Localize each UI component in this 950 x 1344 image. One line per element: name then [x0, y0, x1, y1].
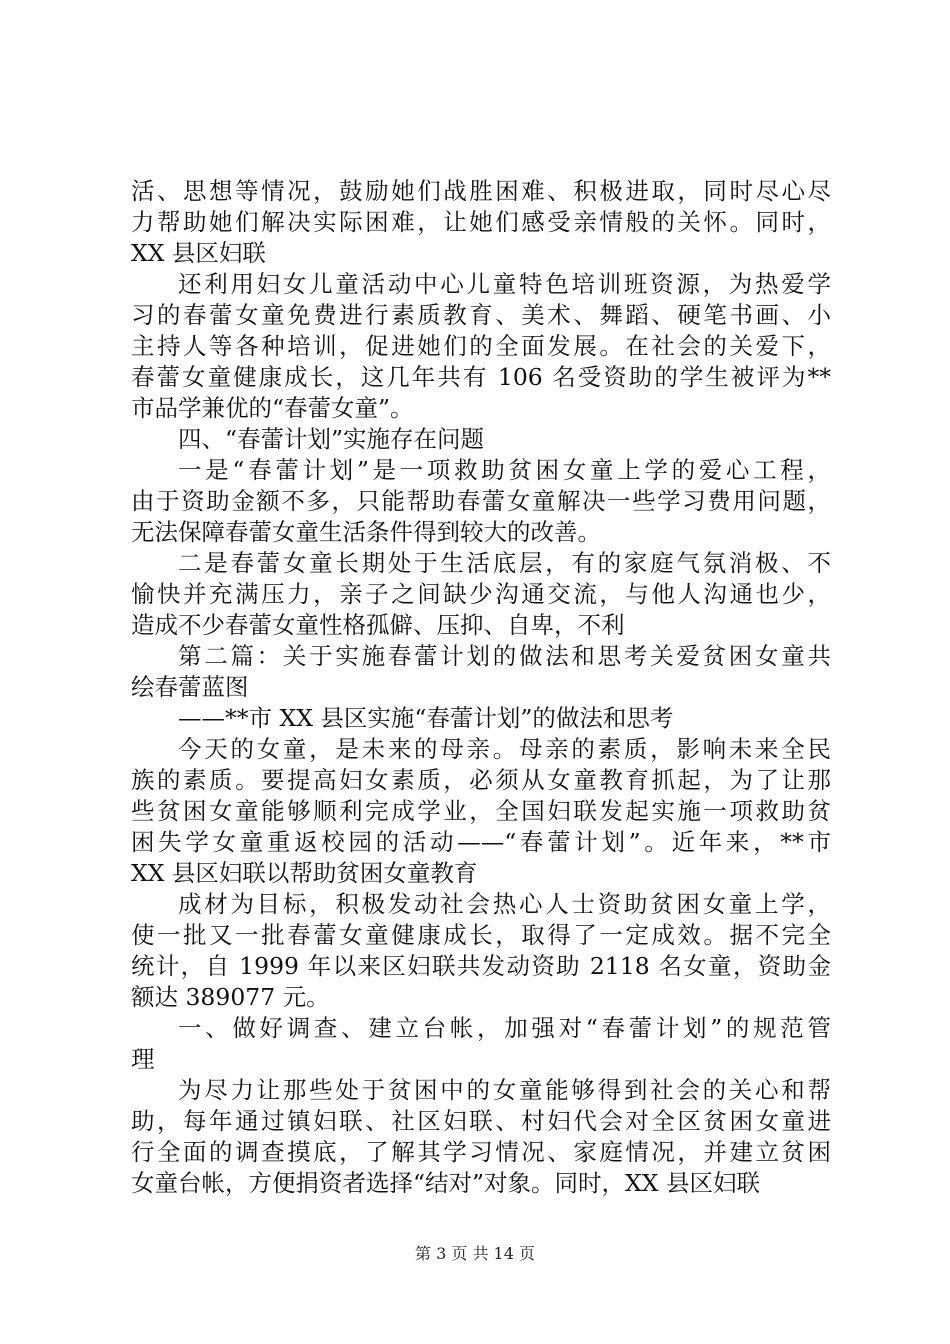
text-line: 助，每年通过镇妇联、社区妇联、村妇代会对全区贫困女童进: [131, 1107, 831, 1135]
text-line: 理: [131, 1045, 155, 1073]
text-line: 使一批又一批春蕾女童健康成长，取得了一定成效。据不完全: [131, 921, 831, 949]
paragraph-p11: [131, 1075, 831, 1199]
text-line: 困失学女童重返校园的活动——“春蕾计划”。近年来，**市: [131, 828, 831, 856]
text-line: 额达 389077 元。: [131, 983, 330, 1011]
text-line: 一是“春蕾计划”是一项救助贫困女童上学的爱心工程，: [178, 456, 831, 484]
text-line: 今天的女童，是未来的母亲。母亲的素质，影响未来全民: [178, 735, 831, 763]
text-line: 由于资助金额不多，只能帮助春蕾女童解决一些学习费用问题，: [131, 487, 831, 515]
text-line: 统计，自 1999 年以来区妇联共发动资助 2118 名女童，资助金: [131, 952, 831, 980]
text-line: 为尽力让那些处于贫困中的女童能够得到社会的关心和帮: [178, 1076, 831, 1104]
paragraph-p6: [131, 641, 831, 703]
paragraph-p4: [131, 455, 831, 548]
text-line: 成材为目标，积极发动社会热心人士资助贫困女童上学，: [178, 890, 831, 918]
paragraph-p5: [131, 548, 831, 641]
text-line: XX 县区妇联以帮助贫困女童教育: [131, 859, 478, 887]
text-line: 二是春蕾女童长期处于生活底层，有的家庭气氛消极、不: [178, 549, 831, 577]
text-line: 四、“春蕾计划”实施存在问题: [178, 425, 485, 453]
text-line: 愉快并充满压力，亲子之间缺少沟通交流，与他人沟通也少，: [131, 580, 831, 608]
text-line: 活、思想等情况，鼓励她们战胜困难、积极进取，同时尽心尽: [131, 177, 831, 205]
text-line: 族的素质。要提高妇女素质，必须从女童教育抓起，为了让那: [131, 766, 831, 794]
text-line: 春蕾女童健康成长，这几年共有 106 名受资助的学生被评为**: [131, 363, 831, 391]
paragraph-p8: [131, 734, 831, 889]
text-line: 无法保障春蕾女童生活条件得到较大的改善。: [131, 518, 601, 546]
paragraph-p10: [131, 1013, 831, 1075]
text-line: 主持人等各种培训，促进她们的全面发展。在社会的关爱下，: [131, 332, 831, 360]
paragraph-p7: [131, 703, 831, 734]
paragraph-p1: [131, 176, 831, 269]
text-line: 些贫困女童能够顺利完成学业，全国妇联发起实施一项救助贫: [131, 797, 831, 825]
page-footer: 第 3 页 共 14 页: [415, 1244, 535, 1263]
paragraph-p9: [131, 889, 831, 1013]
text-line: 习的春蕾女童免费进行素质教育、美术、舞蹈、硬笔书画、小: [131, 301, 831, 329]
text-line: 第二篇：关于实施春蕾计划的做法和思考关爱贫困女童共: [178, 642, 831, 670]
paragraph-p2: [131, 269, 831, 424]
text-line: 女童台帐，方便捐资者选择“结对”对象。同时，XX 县区妇联: [131, 1169, 760, 1197]
text-line: ——**市 XX 县区实施“春蕾计划”的做法和思考: [178, 704, 674, 732]
text-line: 造成不少春蕾女童性格孤僻、压抑、自卑，不利: [131, 611, 625, 639]
text-line: 绘春蕾蓝图: [131, 673, 249, 701]
text-line: 还利用妇女儿童活动中心儿童特色培训班资源，为热爱学: [178, 270, 831, 298]
paragraph-p3: [131, 424, 831, 455]
text-line: 行全面的调查摸底，了解其学习情况、家庭情况，并建立贫困: [131, 1138, 831, 1166]
text-line: XX 县区妇联: [131, 239, 266, 267]
document-body: [131, 176, 831, 1199]
text-line: 市品学兼优的“春蕾女童”。: [131, 394, 414, 422]
text-line: 力帮助她们解决实际困难，让她们感受亲情般的关怀。同时，: [131, 208, 831, 236]
text-line: 一、做好调查、建立台帐，加强对“春蕾计划”的规范管: [178, 1014, 831, 1042]
